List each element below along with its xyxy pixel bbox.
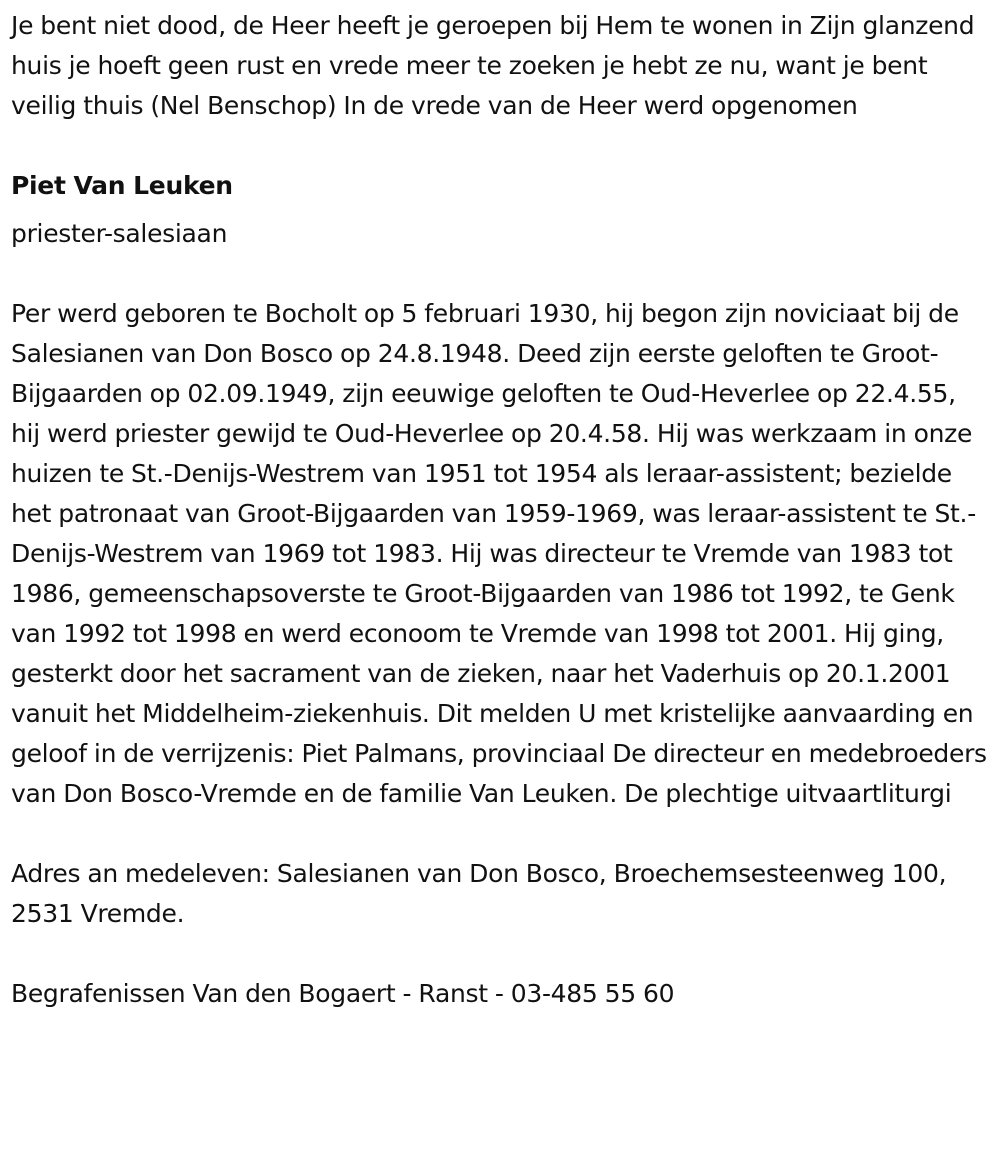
intro-poem: Je bent niet dood, de Heer heeft je geroepen bij Hem te wonen in Zijn glanzend huis je hoeft geen rust en vrede meer te zoeken je hebt ze nu, want je bent veilig thuis (Nel Benschop) In de vrede van de Heer werd opgenomen [11,11,975,120]
deceased-role: priester-salesiaan [11,219,228,248]
biography-text: Per werd geboren te Bocholt op 5 februari 1930, hij begon zijn noviciaat bij de Salesianen van Don Bosco op 24.8.1948. Deed zijn eerste geloften te Groot-Bijgaarden op 02.09.1949, zijn eeuwige geloften te Oud-Heverlee op 22.4.55, hij werd priester gewijd te Oud-Heverlee op 20.4.58. Hij was werkzaam in onze huizen te St.-Denijs-Westrem van 1951 tot 1954 als leraar-assistent; bezielde het patronaat van Groot-Bijgaarden van 1959-1969, was leraar-assistent te St.-Denijs-Westrem van 1969 tot 1983. Hij was directeur te Vremde van 1983 tot 1986, gemeenschapsoverste te Groot-Bijgaarden van 1986 tot 1992, te Genk van 1992 tot 1998 en werd econoom te Vremde van 1998 tot 2001. Hij ging, gesterkt door het sacrament van de zieken, naar het Vaderhuis op 20.1.2001 vanuit het Middelheim-ziekenhuis. Dit melden U met kristelijke aanvaarding en geloof in de verrijzenis: Piet Palmans, provinciaal De directeur en medebroeders van Don Bosco-Vremde en de familie Van Leuken. De plechtige uitvaartliturgi [11,299,987,808]
condolence-address: Adres an medeleven: Salesianen van Don Bosco, Broechemsesteenweg 100, 2531 Vremde. [11,859,947,928]
funeral-home-contact: Begrafenissen Van den Bogaert - Ranst - 03-485 55 60 [11,979,675,1008]
deceased-name: Piet Van Leuken [11,171,233,200]
